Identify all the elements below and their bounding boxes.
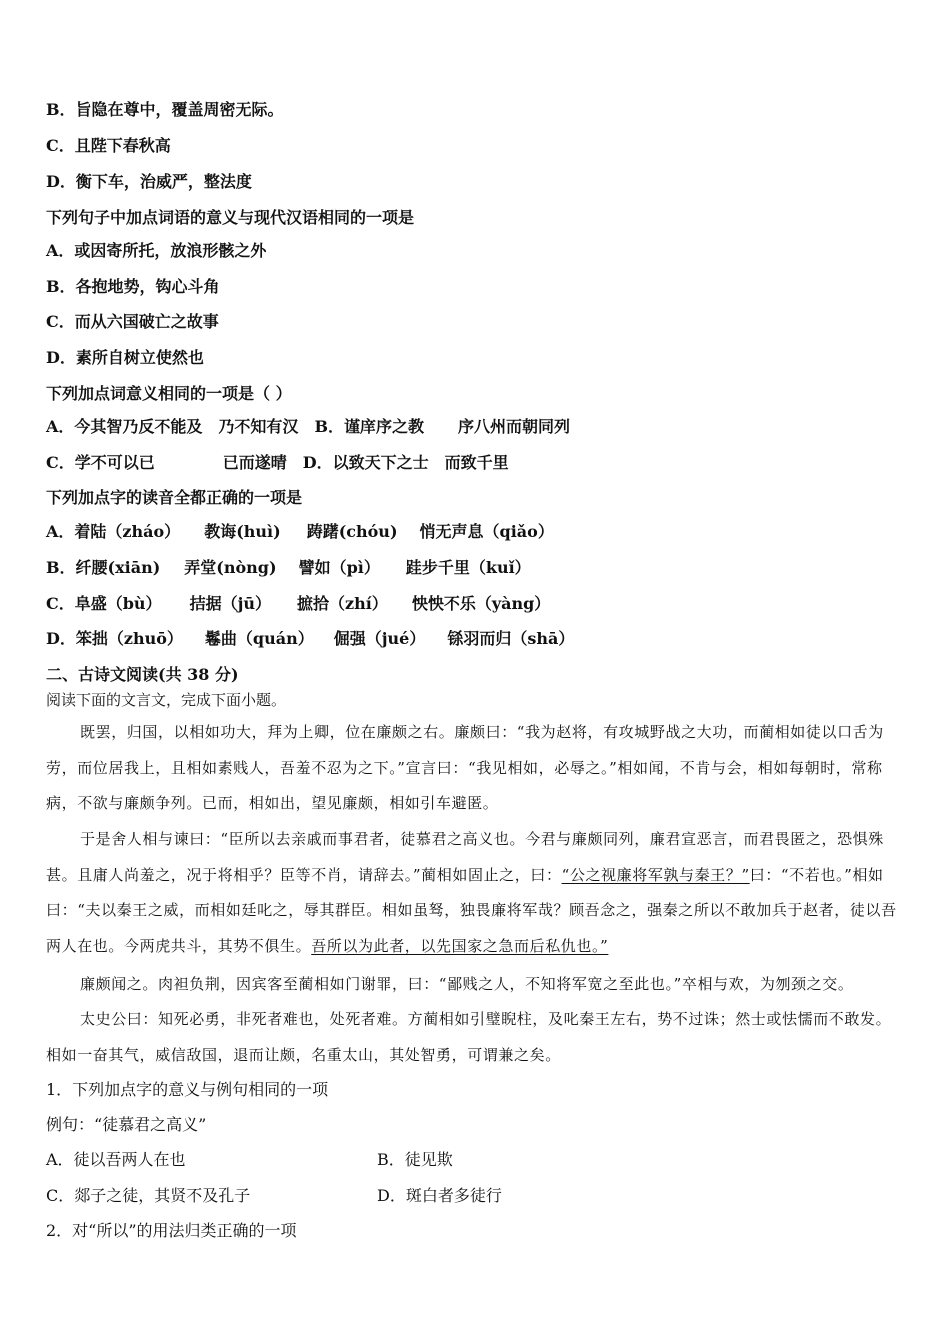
option-c-part1: C．学不可以已 (46, 453, 155, 472)
item: D．笨拙（zhuō） (46, 629, 183, 648)
option-b: B．旨隐在尊中，覆盖周密无际。 (46, 100, 284, 119)
item: B．纤腰(xiān) (46, 558, 161, 577)
item: 弄堂(nòng) (184, 558, 277, 577)
option-d-part1: D．以致天下之士 (302, 453, 429, 472)
question-1-stem: 1．下列加点字的意义与例句相同的一项 (46, 1080, 329, 1099)
option-c: C．郯子之徒，其贤不及孔子 (46, 1186, 251, 1205)
option-a-part2: 乃不知有汉 (218, 417, 299, 436)
underlined-sentence: “公之视廉将军孰与秦王？” (561, 865, 750, 884)
option-d: D．素所自树立使然也 (46, 348, 204, 367)
item: 铩羽而归（shā） (447, 629, 575, 648)
option-a: A．徒以吾两人在也 (46, 1150, 186, 1169)
option-b: B．徒见欺 (377, 1150, 453, 1169)
item: 悄无声息（qiǎo） (419, 522, 554, 541)
question-1-example: 例句：“徒慕君之高义” (46, 1115, 207, 1134)
section-heading: 二、古诗文阅读(共 38 分) (46, 665, 239, 684)
question-stem: 下列句子中加点词语的意义与现代汉语相同的一项是 (46, 208, 415, 227)
option-c: C．而从六国破亡之故事 (46, 312, 219, 331)
option-b: B．各抱地势，钩心斗角 (46, 277, 220, 296)
item: 摭拾（zhí） (297, 594, 388, 613)
option-a (46, 521, 554, 543)
option-d-part2: 而致千里 (444, 453, 509, 472)
underlined-sentence: 吾所以为此者，以先国家之急而后私仇也。” (311, 936, 609, 955)
item: A．着陆（zháo） (46, 522, 181, 541)
item: 鬈曲（quán） (204, 629, 314, 648)
item: 拮据（jū） (189, 594, 271, 613)
passage-paragraph-3: 廉颇闻之。肉袒负荆，因宾客至蔺相如门谢罪，曰：“鄙贱之人，不知将军宽之至此也。”卒相与欢，为刎颈之交。 (80, 975, 854, 993)
item: 踌躇(chóu) (306, 522, 398, 541)
question-2-stem: 2．对“所以”的用法归类正确的一项 (46, 1221, 297, 1240)
option-d: D．斑白者多徒行 (377, 1186, 502, 1205)
question-stem: 下列加点词意义相同的一项是（ ） (46, 384, 292, 403)
item: C．阜盛（bù） (46, 594, 162, 613)
option-c-part2: 已而遂晴 (222, 453, 287, 472)
question-stem: 下列加点字的读音全都正确的一项是 (46, 488, 303, 507)
option-row-ab (46, 416, 570, 438)
item: 怏怏不乐（yàng） (411, 594, 551, 613)
item: 教诲(huì) (204, 522, 281, 541)
option-row-cd (46, 452, 509, 474)
option-d (46, 628, 574, 650)
option-d: D．衡下车，治威严，整法度 (46, 172, 252, 191)
option-a-part1: A．今其智乃反不能及 (46, 417, 203, 436)
option-a: A．或因寄所托，放浪形骸之外 (46, 241, 267, 260)
item: 譬如（pì） (298, 558, 380, 577)
option-c (46, 593, 550, 615)
option-b-part1: B．谨庠序之教 (314, 417, 424, 436)
passage-paragraph-4: 太史公曰：知死必勇，非死者难也，处死者难。方蔺相如引璧睨柱，及叱秦王左右，势不过诛；然士或怯懦而不敢发。相如一奋其气，威信敌国，退而让颇，名重太山，其处智勇，可谓兼之矣。 (46, 1010, 892, 1064)
option-b (46, 557, 531, 579)
passage-paragraph-1: 既罢，归国，以相如功大，拜为上卿，位在廉颇之右。廉颇曰：“我为赵将，有攻城野战之大功，而蔺相如徒以口舌为劳，而位居我上，且相如素贱人，吾羞不忍为之下。”宣言曰：“我见相如，必辱之。”相如闻，不肯与会，相如每朝时，常称病，不欲与廉颇争列。已而，相如出，望见廉颇，相如引车避匿。 (46, 723, 884, 812)
option-c: C．且陛下春秋高 (46, 136, 171, 155)
option-b-part2: 序八州而朝同列 (457, 417, 570, 436)
item: 倔强（jué） (333, 629, 426, 648)
item: 跬步千里（kuǐ） (405, 558, 531, 577)
passage-paragraph-2: 于是舍人相与谏曰：“臣所以去亲戚而事君者，徒慕君之高义也。今君与廉颇同列，廉君宣恶言，而君畏匿之，恐惧殊甚。且庸人尚羞之，况于将相乎？臣等不肖，请辞去。”蔺相如固止之，曰：“公之视廉将军孰与秦王？”曰：“不若也。”相如曰：“夫以秦王之威，而相如廷叱之，辱其群臣。相如虽驽，独畏廉将军哉？顾吾念之，强秦之所以不敢加兵于赵者，徒以吾两人在也。今两虎共斗，其势不俱生。吾所以为此者，以先国家之急而后私仇也。” (46, 830, 897, 955)
instruction: 阅读下面的文言文，完成下面小题。 (46, 691, 287, 709)
